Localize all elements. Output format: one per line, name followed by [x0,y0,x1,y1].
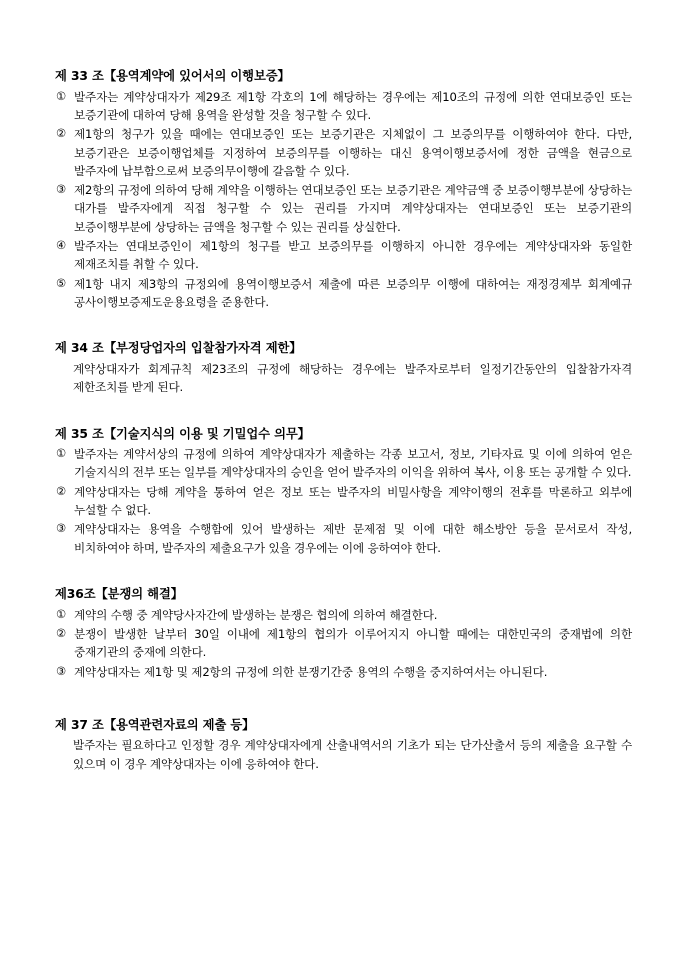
clause-item [55,125,632,180]
article-34 [55,340,632,396]
article-37-paragraph: 발주자는 필요하다고 인정할 경우 계약상대자에게 산출내역서의 기초가 되는 단가산출서 등의 제출을 요구할 수 있으며 이 경우 계약상대자는 이에 응하여야 한다. [73,738,632,771]
clause-item [55,483,632,520]
clause-text: 계약상대자는 당해 계약을 통하여 얻은 정보 또는 발주자의 비밀사항을 계약이행의 전후를 막론하고 외부에 누설할 수 없다. [74,484,632,518]
clause-item [55,237,632,274]
article-35-clauses [55,445,632,557]
clause-marker: ③ [56,664,66,678]
article-35-title: 제 35 조【기술지식의 이용 및 기밀업수 의무】 [55,426,310,441]
clause-text: 발주자는 연대보증인이 제1항의 청구를 받고 보증의무를 이행하지 아니한 경우에는 계약상대자와 동일한 제재조치를 취할 수 있다. [74,239,632,272]
article-37-title: 제 37 조【용역관련자료의 제출 등】 [55,717,255,732]
clause-item [55,520,632,557]
clause-text: 제2항의 규정에 의하여 당해 계약을 이행하는 연대보증인 또는 보증기관은 계약금액 중 보증이행부분에 상당하는 대가를 발주자에게 직접 청구할 수 있는 권리를 가지며 계약상대자는 연대보증인 또는 보증기관의 보증이행부분에 상당하는 금액을 청구할 수 있는 권리를 상실한다. [74,183,632,234]
clause-item [55,445,632,482]
clause-text: 제1항 내지 제3항의 규정외에 용역이행보증서 제출에 따른 보증의무 이행에 대하여는 재정경제부 회계예규 공사이행보증제도운용요령을 준용한다. [74,276,632,310]
clause-text: 발주자는 계약상대자가 제29조 제1항 각호의 1에 해당하는 경우에는 제10조의 규정에 의한 연대보증인 또는 보증기관에 대하여 당해 용역을 완성할 것을 청구할 수 있다. [74,89,632,122]
clause-text: 계약상대자는 용역을 수행함에 있어 발생하는 제반 문제점 및 이에 대한 해소방안 등을 문서로서 작성, 비치하여야 하며, 발주자의 제출요구가 있을 경우에는 이에 응하여야 한다. [74,522,632,555]
section-gap [55,413,632,426]
clause-item [55,88,632,125]
article-34-paragraph: 계약상대자가 회계규칙 제23조의 규정에 해당하는 경우에는 발주자로부터 일정기간동안의 입찰참가자격 제한조치를 받게 된다. [73,361,632,395]
clause-marker: ② [56,626,66,640]
section-gap [55,697,632,717]
article-34-title: 제 34 조【부정당업자의 입찰참가자격 제한】 [55,341,302,356]
clause-text: 계약의 수행 중 계약당사자간에 발생하는 분쟁은 협의에 의하여 해결한다. [74,607,438,622]
clause-marker: ① [56,607,66,621]
article-37 [55,717,632,773]
clause-text: 발주자는 계약서상의 규정에 의하여 계약상대자가 제출하는 각종 보고서, 정보, 기타자료 및 이에 의하여 얻은 기술지식의 전부 또는 일부를 계약상대자의 승인을 얻어 발주자의 이익을 위하여 복사, 이용 또는 공개할 수 있다. [74,447,632,480]
article-36 [55,586,632,681]
section-gap [55,327,632,340]
clause-item [55,625,632,662]
clause-item [55,181,632,236]
clause-marker: ① [56,89,66,103]
clause-item [55,275,632,312]
clause-marker: ⑤ [56,276,66,290]
article-36-title: 제36조【분쟁의 해결】 [55,587,183,602]
article-33-clauses [55,88,632,312]
clause-marker: ④ [56,239,66,253]
section-gap [55,573,632,586]
clause-item [55,663,632,681]
article-35 [55,426,632,557]
article-36-clauses [55,606,632,681]
clause-marker: ① [56,447,66,461]
clause-marker: ③ [56,183,66,197]
clause-marker: ② [56,127,66,141]
article-33 [55,68,632,311]
clause-item [55,606,632,624]
clause-text: 계약상대자는 제1항 및 제2항의 규정에 의한 분쟁기간중 용역의 수행을 중지하여서는 아니된다. [74,664,548,679]
article-33-title: 제 33 조【용역계약에 있어서의 이행보증】 [55,69,290,83]
clause-text: 분쟁이 발생한 날부터 30일 이내에 제1항의 협의가 이루어지지 아니할 때에는 대한민국의 중재법에 의한 중재기관의 중재에 의한다. [74,626,632,660]
clause-marker: ③ [56,522,66,536]
clause-marker: ② [56,484,66,498]
clause-text: 제1항의 청구가 있을 때에는 연대보증인 또는 보증기관은 지체없이 그 보증의무를 이행하여야 한다. 다만, 보증기관은 보증이행업체를 지정하여 보증의무를 이행하는 대신 용역이행보증서에 정한 금액을 현금으로 발주자에 납부함으로써 보증의무이행에 갈음할 수 있다. [74,127,632,178]
